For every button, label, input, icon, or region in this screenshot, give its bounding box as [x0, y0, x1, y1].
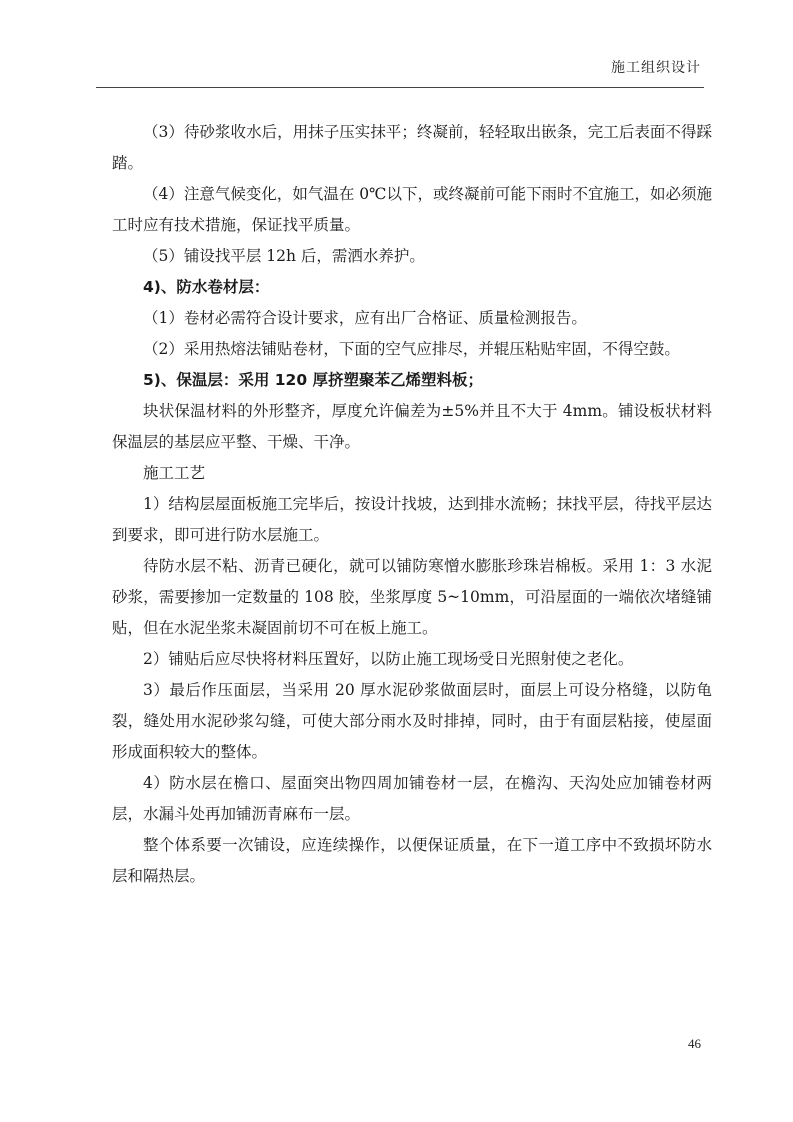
paragraph-leveling-step-3: （3）待砂浆收水后，用抹子压实抹平；终凝前，轻轻取出嵌条，完工后表面不得踩踏。	[112, 123, 712, 172]
subheading-construction-process: 施工工艺	[143, 464, 206, 482]
paragraph-process-step-4: 4）防水层在檐口、屋面突出物四周加铺卷材一层，在檐沟、天沟处应加铺卷材两层，水漏斗处再加铺沥青麻布一层。	[112, 774, 712, 823]
paragraph-process-step-2: 2）铺贴后应尽快将材料压置好，以防止施工现场受日光照射使之老化。	[143, 650, 634, 668]
paragraph-insulation-tolerance: 块状保温材料的外形整齐，厚度允许偏差为±5%并且不大于 4mm。铺设板状材料保温层的基层应平整、干燥、干净。	[112, 402, 712, 451]
section-heading-waterproof-membrane: 4)、防水卷材层：	[143, 278, 270, 296]
paragraph-process-board-laying: 待防水层不粘、沥青已硬化，就可以铺防寒憎水膨胀珍珠岩棉板。采用 1：3 水泥砂浆，需要掺加一定数量的 108 胶，坐浆厚度 5~10mm，可沿屋面的一端依次堵缝铺贴，但在水泥坐浆未凝固前切不可在板上施工。	[112, 557, 712, 637]
paragraph-leveling-step-5: （5）铺设找平层 12h 后，需洒水养护。	[143, 247, 425, 265]
paragraph-process-summary: 整个体系要一次铺设，应连续操作，以便保证质量，在下一道工序中不致损坏防水层和隔热层。	[112, 836, 712, 885]
page-header-title: 施工组织设计	[611, 60, 701, 76]
paragraph-process-step-3: 3）最后作压面层，当采用 20 厚水泥砂浆做面层时，面层上可设分格缝，以防龟裂，缝处用水泥砂浆勾缝，可使大部分雨水及时排掉，同时，由于有面层粘接，使屋面形成面积较大的整体。	[112, 681, 712, 761]
document-body	[112, 117, 712, 892]
paragraph-process-step-1: 1）结构层屋面板施工完毕后，按设计找坡，达到排水流畅；抹找平层，待找平层达到要求，即可进行防水层施工。	[112, 495, 712, 544]
header-divider	[96, 87, 704, 88]
page-number: 46	[688, 1036, 701, 1051]
paragraph-leveling-step-4: （4）注意气候变化，如气温在 0℃以下，或终凝前可能下雨时不宜施工，如必须施工时应有技术措施，保证找平质量。	[112, 185, 712, 234]
paragraph-membrane-step-2: （2）采用热熔法铺贴卷材，下面的空气应排尽，并辊压粘贴牢固，不得空鼓。	[143, 340, 680, 358]
section-heading-insulation-layer: 5)、保温层：采用 120 厚挤塑聚苯乙烯塑料板；	[143, 371, 484, 389]
paragraph-membrane-step-1: （1）卷材必需符合设计要求，应有出厂合格证、质量检测报告。	[143, 309, 587, 327]
